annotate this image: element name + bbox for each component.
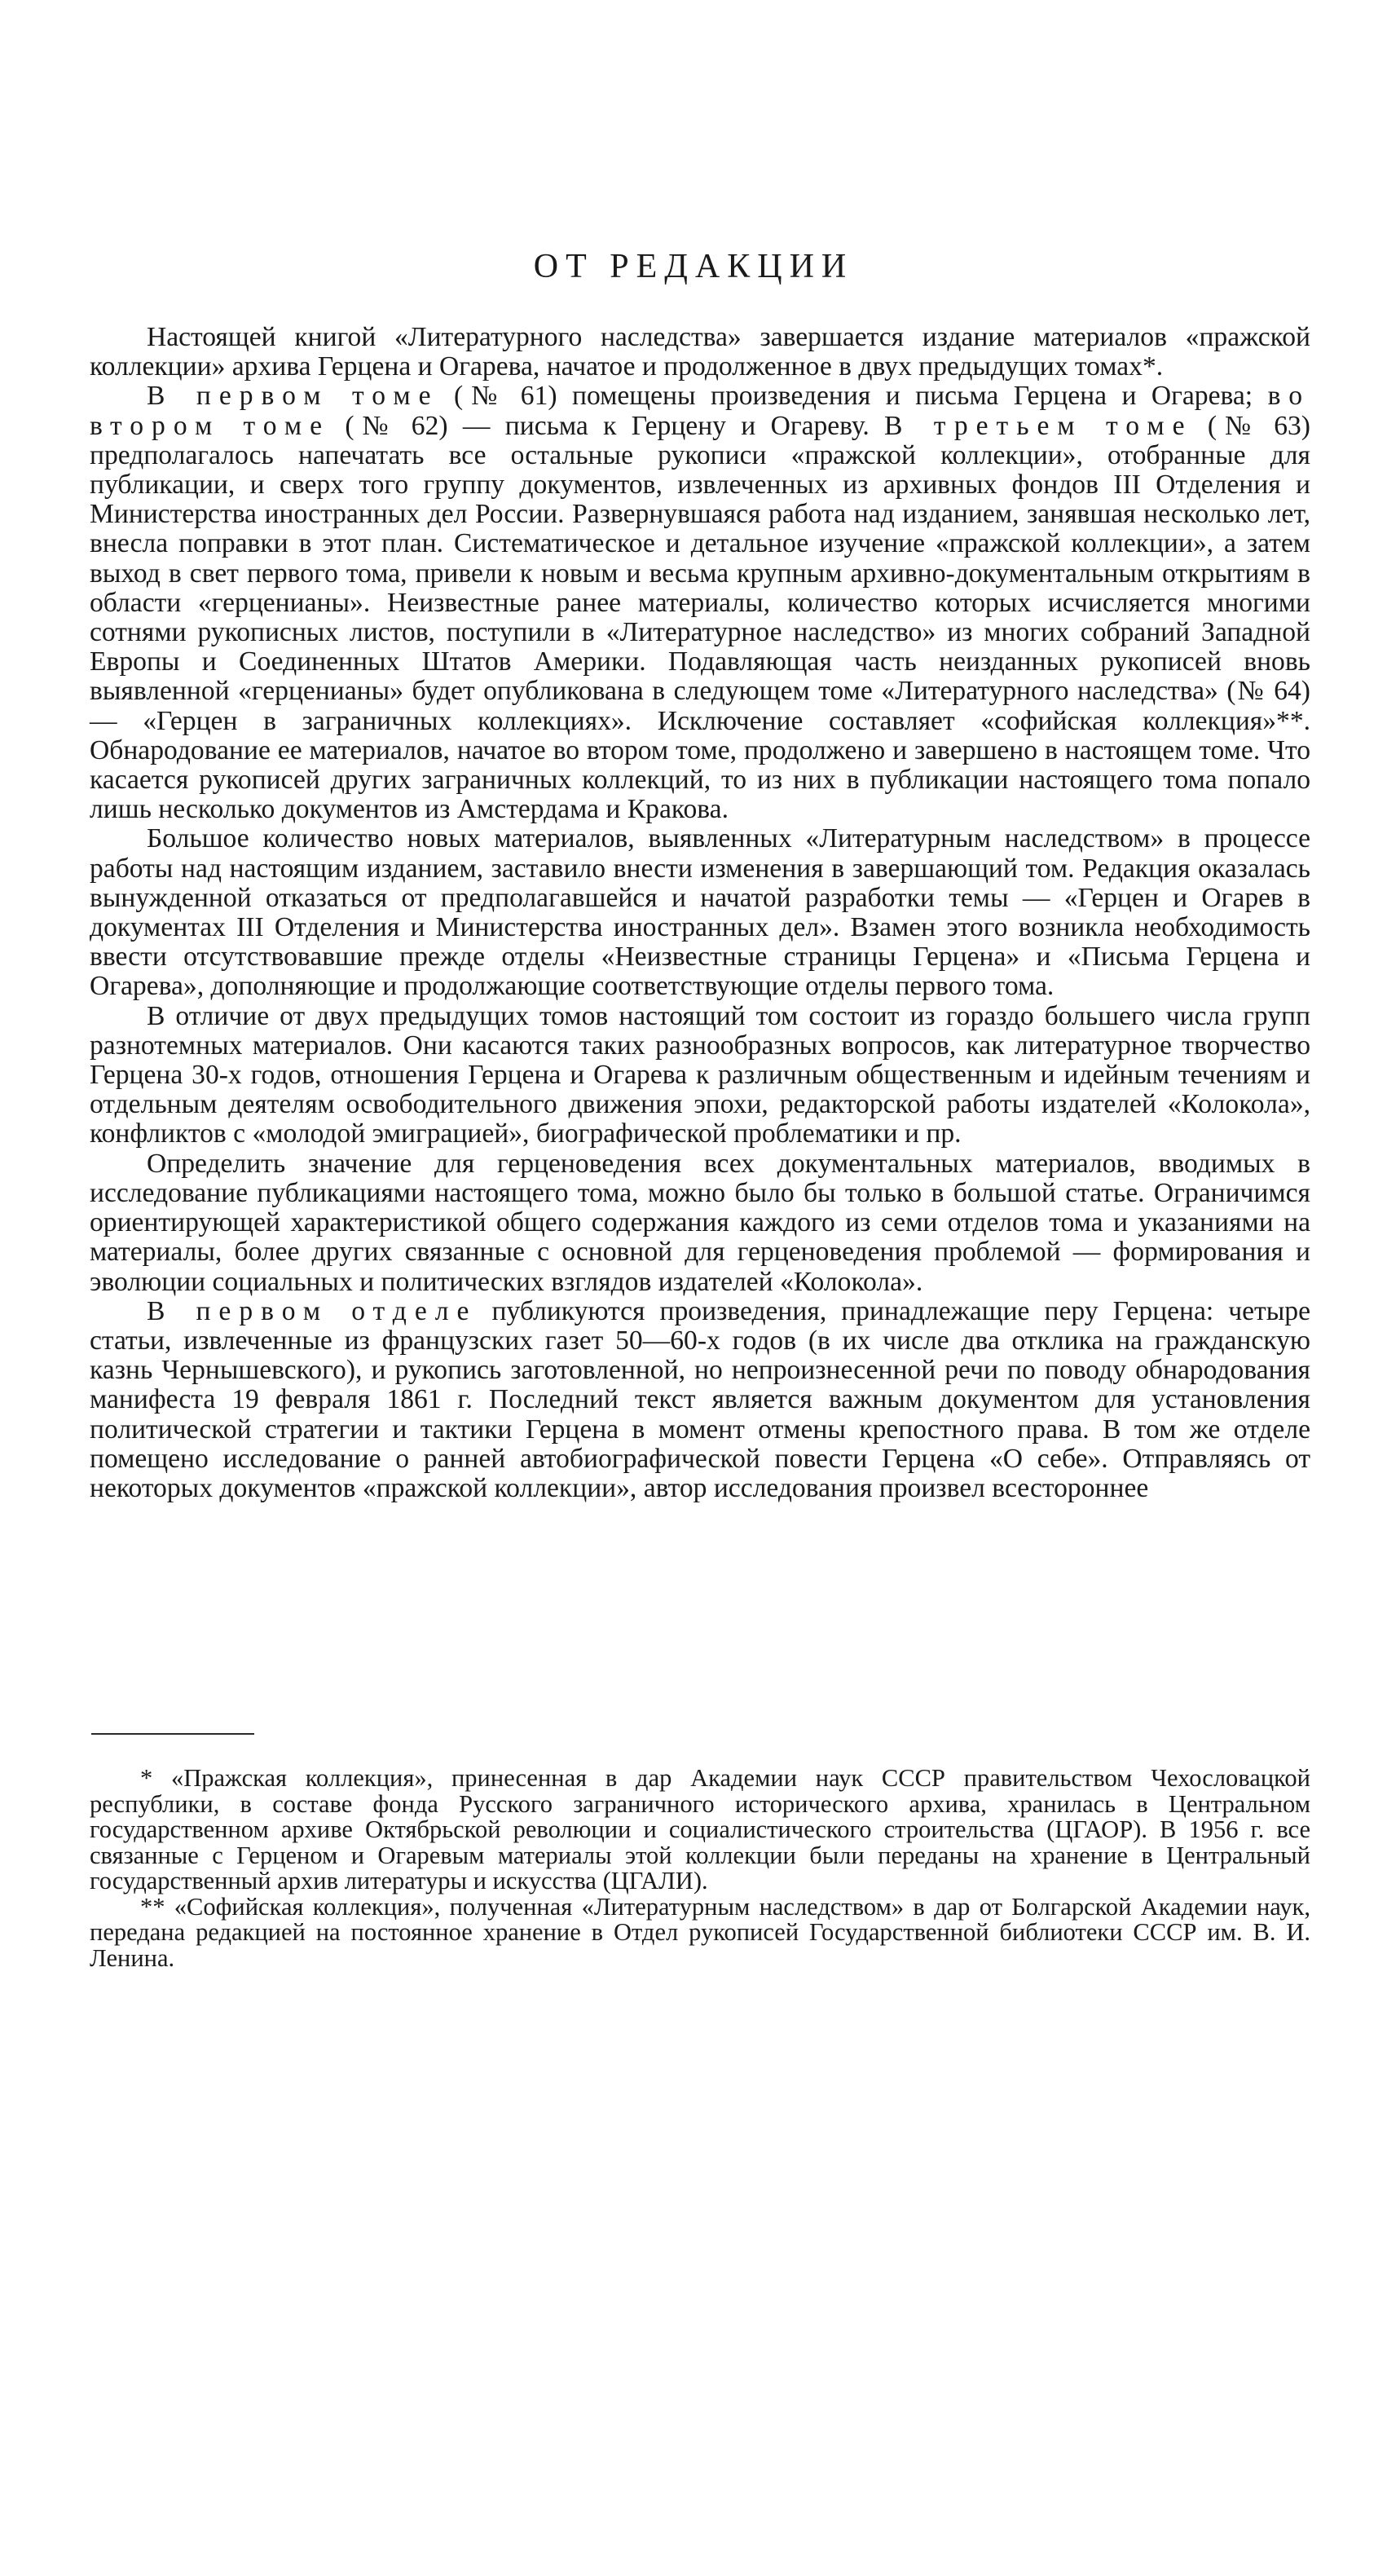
- main-text: [90, 323, 1310, 1503]
- paragraph-2-text-1: (№ 61) помещены произведения и письма Герцена и Огарева;: [438, 381, 1268, 412]
- paragraph-3: Большое количество новых материалов, выявленных «Литературным наследством» в процессе работы над настоящим изданием, заставило внести изменения в завершающий том. Редакция оказалась вынужденной отказаться от предполагавшейся и начатой разработки темы — «Герцен и Огарев в документах III Отделения и Министерства иностранных дел». Взамен этого возникла необходимость ввести отсутствовавшие прежде отделы «Неизвестные страницы Герцена» и «Письма Герцена и Огарева», дополняющие и продолжающие соответствующие отделы первого тома.: [90, 823, 1310, 1002]
- paragraph-2-text-3: (№ 63) предполагалось напечатать все остальные рукописи «пражской коллекции», отобранные для публикации, и сверх того группу документов, извлеченных из архивных фондов III Отделения и Министерства иностранных дел России. Развернувшаяся работа над изданием, занявшая несколько лет, внесла поправки в этот план. Систематическое и детальное изучение «пражской коллекции», а затем выход в свет первого тома, привели к новым и весьма крупным архивно-документальным открытиям в области «герценианы». Неизвестные ранее материалы, количество которых исчисляется многими сотнями рукописных листов, поступили в «Литературное наследство» из многих собраний Западной Европы и Соединенных Штатов Америки. Подавляющая часть неизданных рукописей вновь выявленной «герценианы» будет опубликована в следующем томе «Литературного наследства» (№ 64) — «Герцен в заграничных коллекциях». Исключение составляет «софийская коллекция»**. Обнародование ее материалов, начатое во втором томе, продолжено и завершено в настоящем томе. Что касается рукописей других заграничных коллекций, то из них в публикации настоящего тома попало лишь несколько документов из Амстердама и Кракова.: [90, 410, 1310, 825]
- footnotes: [90, 1766, 1310, 1971]
- paragraph-5: Определить значение для герценоведения всех документальных материалов, вводимых в исследование публикациями настоящего тома, можно было бы только в большой статье. Ограничимся ориентирующей характеристикой общего содержания каждого из семи отделов тома и указаниями на материалы, более других связанные с основной для герценоведения проблемой — формирования и эволюции социальных и политических взглядов издателей «Колокола».: [90, 1148, 1310, 1297]
- emphasis-third-volume: В третьем томе: [884, 410, 1193, 441]
- footnote-1: * «Пражская коллекция», принесенная в дар Академии наук СССР правительством Чехословацкой республики, в составе фонда Русского заграничного исторического архива, хранилась в Центральном государственном архиве Октябрьской революции и социалистического строительства (ЦГАОР). В 1956 г. все связанные с Герценом и Огаревым материалы этой коллекции были переданы на хранение в Центральный государственный архив литературы и искусства (ЦГАЛИ).: [90, 1764, 1310, 1895]
- paragraph-6-text: публикуются произведения, принадлежащие перу Герцена: четыре статьи, извлеченные из французских газет 50—60-х годов (в их числе два отклика на гражданскую казнь Чернышевского), и рукопись заготовленной, но непроизнесенной речи по поводу обнародования манифеста 19 февраля 1861 г. Последний текст является важным документом для установления политической стратегии и тактики Герцена в момент отмены крепостного права. В том же отделе помещено исследование о ранней автобиографической повести Герцена «О себе». Отправляясь от некоторых документов «пражской коллекции», автор исследования произвел всестороннее: [90, 1295, 1310, 1503]
- emphasis-first-section: В первом отделе: [147, 1295, 478, 1326]
- paragraph-2: [90, 382, 1310, 824]
- footnote-divider: [91, 1733, 254, 1735]
- paragraph-6: [90, 1297, 1310, 1503]
- paragraph-4: В отличие от двух предыдущих томов настоящий том состоит из гораздо большего числа групп разнотемных материалов. Они касаются таких разнообразных вопросов, как литературное творчество Герцена 30-х годов, отношения Герцена и Огарева к различным общественным и идейным течениям и отдельным деятелям освободительного движения эпохи, редакторской работы издателей «Колокола», конфликтов с «молодой эмиграцией», биографической проблематики и пр.: [90, 1000, 1310, 1149]
- paragraph-2-text-2: (№ 62) — письма к Герцену и Огареву.: [330, 410, 885, 441]
- footnote-2: ** «Софийская коллекция», полученная «Литературным наследством» в дар от Болгарской Академии наук, передана редакцией на постоянное хранение в Отдел рукописей Государственной библиотеки СССР им. В. И. Ленина.: [90, 1892, 1310, 1972]
- emphasis-second-volume: во втором томе: [90, 381, 1311, 441]
- page-title: ОТ РЕДАКЦИИ: [533, 248, 854, 285]
- paragraph-1: Настоящей книгой «Литературного наследства» завершается издание материалов «пражской коллекции» архива Герцена и Огарева, начатое и продолженное в двух предыдущих томах*.: [90, 322, 1310, 382]
- emphasis-first-volume: В первом томе: [147, 381, 439, 412]
